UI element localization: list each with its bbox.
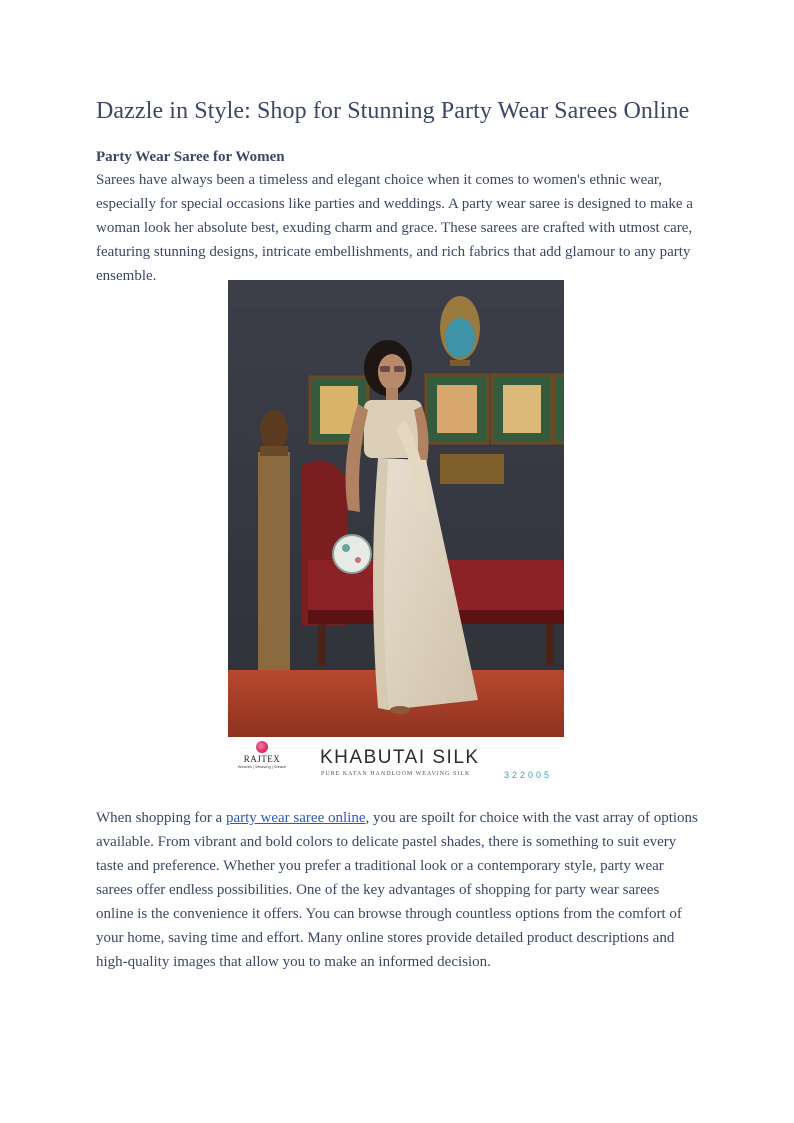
collection-tagline: PURE KATAN HANDLOOM WEAVING SILK — [321, 771, 471, 777]
brand-logo-name: RAJTEX — [243, 754, 281, 764]
catalog-code: 322005 — [504, 770, 553, 780]
shopping-paragraph — [96, 806, 700, 974]
brand-logo-tagline: Weaves | Weaving | Weave — [237, 764, 287, 769]
wall-frames — [310, 375, 564, 443]
party-wear-saree-link[interactable]: party wear saree online — [225, 810, 366, 826]
saree-model-photo — [228, 280, 564, 737]
page-title: Dazzle in Style: Shop for Stunning Party Wear Sarees Online — [96, 98, 690, 124]
flower-icon — [256, 741, 268, 753]
paragraph-text-before-link: When shopping for a — [96, 810, 226, 826]
brand-strip — [228, 737, 564, 785]
collection-name: KHABUTAI SILK — [320, 747, 480, 768]
intro-paragraph: Sarees have always been a timeless and elegant choice when it comes to women's ethnic wear, especially for special occasions like parties and weddings. A party wear saree is designed to make a woman look her absolute best, exuding charm and grace. These sarees are crafted with utmost care, featuring stunning designs, intricate embellishments, and rich fabrics that add glamour to any party ensemble. — [96, 172, 693, 284]
section-heading: Party Wear Saree for Women — [96, 149, 285, 165]
paragraph-text-after-link: , you are spoilt for choice with the vast array of options available. From vibrant and bold colors to delicate pastel shades, there is something to suit every taste and preference. Whether you prefer a traditional look or a contemporary style, party wear sarees offer endless possibilities. One of the key advantages of shopping for party wear sarees online is the convenience it offers. You can browse through countless options from the comfort of your home, saving time and effort. Many online stores provide detailed product descriptions and high-quality images that allow you to make an informed decision. — [96, 810, 698, 970]
brand-logo — [234, 741, 290, 781]
